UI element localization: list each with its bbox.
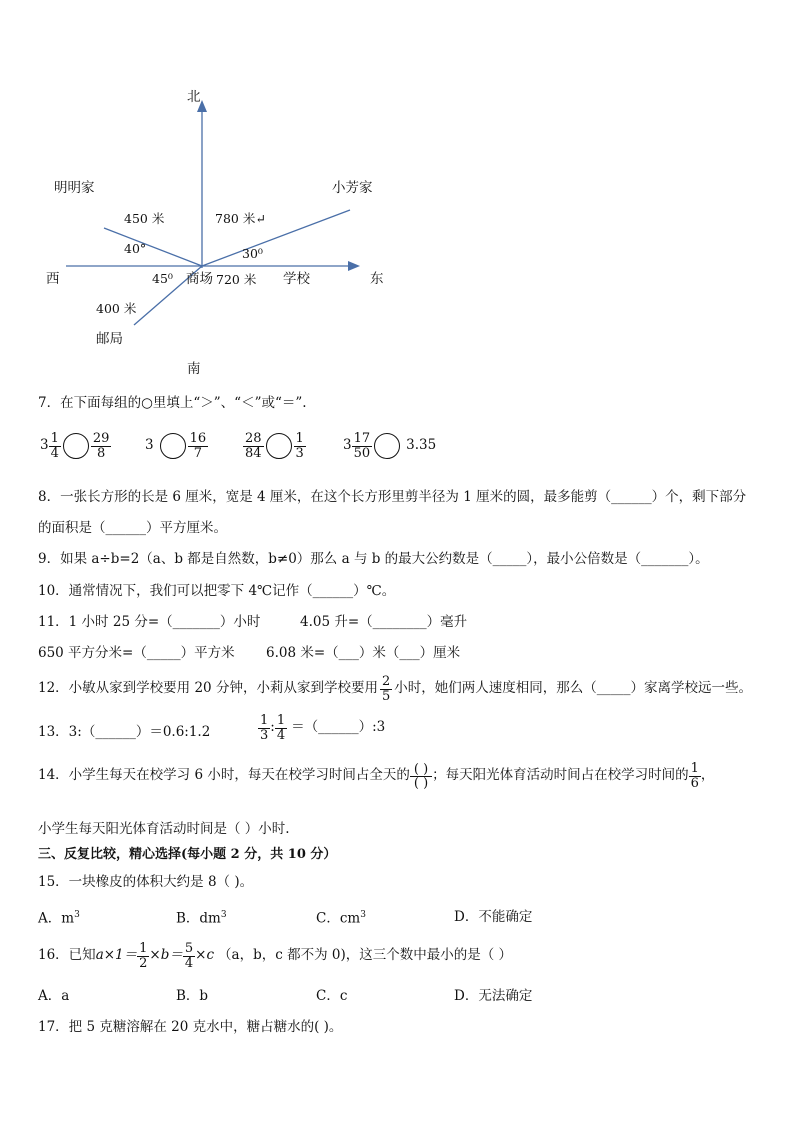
q16-expr-2: ×b＝	[149, 947, 183, 964]
q16-option-c[interactable]: C．c	[316, 988, 348, 1004]
q16-option-b[interactable]: B．b	[176, 988, 209, 1004]
q13-a: 13．3:（______）＝0.6:1.2	[38, 724, 211, 740]
east-arrow	[348, 261, 360, 271]
east-label: 东	[370, 271, 384, 287]
q7-g3-circle[interactable]	[266, 433, 292, 459]
q11-a: 11．1 小时 25 分=（_______）小时	[38, 614, 261, 630]
q7-g4-right: 3.35	[406, 437, 437, 454]
q7-g3-fraction: $\frac{28}{84}$	[245, 431, 262, 461]
q7-g4-whole: 3	[343, 437, 352, 454]
q15-text: 15．一块橡皮的体积大约是 8（ )。	[38, 874, 254, 890]
q16-post: （a，b，c 都不为 0)，这三个数中最小的是（ ）	[218, 947, 513, 964]
q16-option-a[interactable]: A．a	[38, 988, 70, 1004]
q9-text: 9．如果 a÷b=2（a、b 都是自然数，b≠0）那么 a 与 b 的最大公约数是（_____），最小公倍数是（_______）。	[38, 551, 709, 567]
q12-before: 12．小敏从家到学校要用 20 分钟，小莉从家到学校要用	[38, 680, 378, 697]
q8-line-2: 的面积是（______）平方厘米。	[38, 520, 227, 536]
angle-45: 45⁰	[152, 271, 173, 286]
angle-40: 40°	[124, 241, 147, 256]
q14-before: 14．小学生每天在校学习 6 小时，每天在校学习时间占全天的	[38, 767, 410, 784]
q14-line-1	[38, 762, 714, 790]
q15-option-c[interactable]: C．$cm^3$	[316, 910, 366, 927]
q13-b	[258, 714, 385, 742]
q16-expr-1: a×1＝	[95, 947, 138, 964]
q15-option-d[interactable]: D．不能确定	[454, 909, 533, 925]
school-label: 学校	[283, 271, 310, 287]
q8-line-1: 8．一张长方形的长是 6 厘米，宽是 4 厘米，在这个长方形里剪半径为 1 厘米的圆，最多能剪（______）个，剩下部分	[38, 489, 747, 505]
west-label: 西	[46, 271, 60, 287]
post-office-label: 邮局	[96, 331, 123, 347]
q15-option-a[interactable]: A．$m^3$	[38, 910, 80, 927]
q16-option-d[interactable]: D．无法确定	[454, 988, 533, 1004]
q16-pre: 16．已知	[38, 947, 96, 964]
q7-text: 7．在下面每组的○里填上“＞”、“＜”或“＝”.	[38, 395, 307, 411]
q11-b: 4.05 升=（________）毫升	[300, 614, 468, 630]
angle-30: 30⁰	[242, 246, 263, 261]
q13-fraction-1: $\frac{1}{3}$	[260, 713, 269, 743]
q14-mid: ；每天阳光体育活动时间占在校学习时间的	[432, 767, 689, 784]
q16-fraction-2: $\frac{5}{4}$	[184, 941, 194, 971]
q7-group-2	[145, 432, 208, 460]
q7-g2-right-fraction: $\frac{16}{7}$	[189, 431, 207, 461]
xiaofang-home-label: 小芳家	[332, 180, 373, 196]
section-3-title: 三、反复比较，精心选择(每小题 2 分，共 10 分）	[38, 847, 337, 862]
distance-400: 400 米	[96, 301, 137, 316]
line-to-mingming	[104, 228, 202, 266]
q17-text: 17．把 5 克糖溶解在 20 克水中，糖占糖水的( )。	[38, 1019, 343, 1035]
q12-line	[38, 675, 752, 703]
q12-after: 小时，她们两人速度相同，那么（_____）家离学校远一些。	[394, 680, 752, 697]
q11-d: 6.08 米=（___）米（___）厘米	[266, 645, 461, 661]
q16-expr-3: ×c	[195, 947, 215, 964]
q7-group-4	[343, 432, 436, 460]
q14-blank-fraction: $\frac{( )}{( )}$	[410, 763, 432, 790]
q13-answer: ＝（______）:3	[291, 719, 386, 736]
distance-720: 720 米	[216, 272, 257, 287]
q16-line	[38, 942, 512, 970]
mingming-home-label: 明明家	[54, 180, 95, 196]
q7-group-1	[40, 432, 111, 460]
q14-fraction: $\frac{1}{6}$	[690, 761, 699, 791]
distance-450: 450 米	[124, 211, 165, 226]
q14-end: ，	[700, 767, 715, 784]
q12-fraction: $\frac{2}{5}$	[381, 674, 391, 704]
q14-line-2: 小学生每天阳光体育活动时间是（ ）小时.	[38, 821, 290, 837]
q7-g1-circle[interactable]	[63, 433, 89, 459]
q7-g2-circle[interactable]	[160, 433, 186, 459]
q16-fraction-1: $\frac{1}{2}$	[139, 941, 148, 971]
north-label: 北	[187, 89, 201, 105]
q10-text: 10．通常情况下，我们可以把零下 4℃记作（______）℃。	[38, 583, 396, 599]
distance-780: 780 米↵	[215, 211, 266, 226]
mall-label: 商场	[186, 271, 213, 287]
q13-fraction-2: $\frac{1}{4}$	[276, 713, 286, 743]
q7-g3-right-fraction: $\frac{1}{3}$	[295, 431, 304, 461]
q7-g4-circle[interactable]	[374, 433, 400, 459]
south-label: 南	[187, 361, 201, 377]
q7-g1-whole: 3	[40, 437, 49, 454]
q7-g1-right-fraction: $\frac{29}{8}$	[92, 431, 110, 461]
q7-g2-left: 3	[145, 437, 154, 454]
q7-g1-fraction: $\frac{1}{4}$	[50, 431, 59, 461]
q11-c: 650 平方分米=（_____）平方米	[38, 645, 235, 661]
q7-group-3	[243, 432, 306, 460]
q7-g4-fraction: $\frac{17}{50}$	[353, 431, 371, 461]
q15-option-b[interactable]: B．$dm^3$	[176, 910, 227, 927]
q13-colon: :	[270, 719, 275, 736]
